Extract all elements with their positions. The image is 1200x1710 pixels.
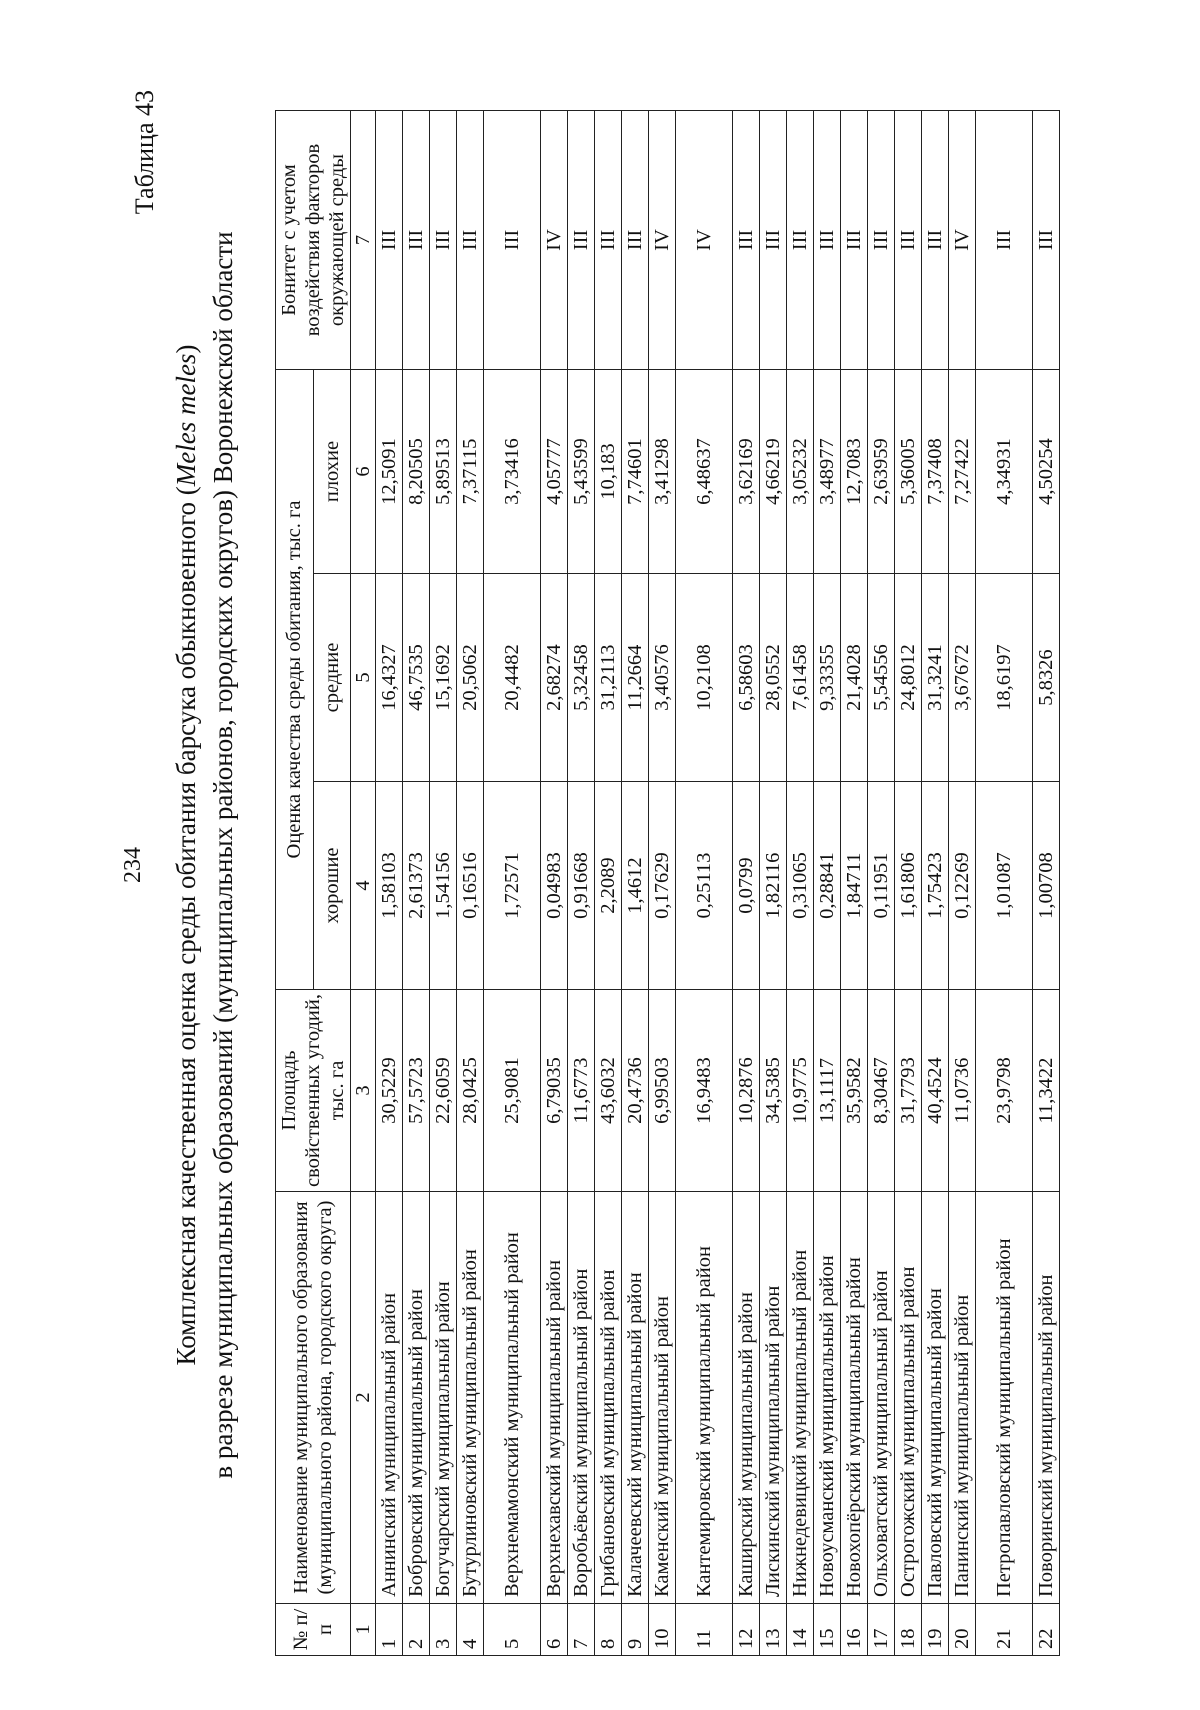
- row-number: 22: [1033, 1604, 1060, 1656]
- average-value: 11,2664: [622, 574, 649, 782]
- row-number: 20: [949, 1604, 976, 1656]
- page-number: 234: [120, 847, 146, 883]
- district-name: Новоусманский муниципальный район: [814, 1192, 841, 1604]
- bonitet-value: III: [787, 111, 814, 370]
- column-numbers-row: [351, 111, 376, 1656]
- area-value: 16,9483: [676, 990, 733, 1192]
- table-row: [1033, 111, 1060, 1656]
- average-value: 5,54556: [868, 574, 895, 782]
- bonitet-value: III: [976, 111, 1033, 370]
- row-number: 4: [457, 1604, 484, 1656]
- good-value: 0,0799: [733, 782, 760, 990]
- table-body: [351, 111, 1060, 1656]
- area-value: 43,6032: [595, 990, 622, 1192]
- header-bad: плохие: [313, 370, 351, 574]
- area-value: 28,0425: [457, 990, 484, 1192]
- good-value: 0,28841: [814, 782, 841, 990]
- bad-value: 3,73416: [484, 370, 541, 574]
- district-name: Нижнедевицкий муниципальный район: [787, 1192, 814, 1604]
- row-number: 18: [895, 1604, 922, 1656]
- row-number: 7: [568, 1604, 595, 1656]
- good-value: 1,61806: [895, 782, 922, 990]
- area-value: 31,7793: [895, 990, 922, 1192]
- average-value: 15,1692: [430, 574, 457, 782]
- district-name: Каменский муниципальный район: [649, 1192, 676, 1604]
- bad-value: 4,50254: [1033, 370, 1060, 574]
- title-line-2: в разрезе муниципальных образований (муниципальных районов, городских округов) Воронежской области: [208, 231, 238, 1479]
- district-name: Воробьёвский муниципальный район: [568, 1192, 595, 1604]
- header-quality-group: Оценка качества среды обитания, тыс. га: [276, 370, 314, 990]
- bad-value: 12,5091: [376, 370, 403, 574]
- bonitet-value: III: [841, 111, 868, 370]
- row-number: 8: [595, 1604, 622, 1656]
- area-value: 34,5385: [760, 990, 787, 1192]
- bad-value: 4,34931: [976, 370, 1033, 574]
- good-value: 1,75423: [922, 782, 949, 990]
- header-bonitet: Бонитет с учетом воздействия факторов окружающей среды: [276, 111, 351, 370]
- average-value: 16,4327: [376, 574, 403, 782]
- table-label: Таблица 43: [130, 90, 159, 215]
- row-number: 5: [484, 1604, 541, 1656]
- average-value: 31,3241: [922, 574, 949, 782]
- good-value: 1,58103: [376, 782, 403, 990]
- district-name: Павловский муниципальный район: [922, 1192, 949, 1604]
- bad-value: 2,63959: [868, 370, 895, 574]
- bad-value: 6,48637: [676, 370, 733, 574]
- bonitet-value: IV: [949, 111, 976, 370]
- good-value: 0,25113: [676, 782, 733, 990]
- row-number: 12: [733, 1604, 760, 1656]
- table-row: [733, 111, 760, 1656]
- district-name: Ольховатский муниципальный район: [868, 1192, 895, 1604]
- bonitet-value: III: [568, 111, 595, 370]
- bonitet-value: III: [403, 111, 430, 370]
- bad-value: 7,37115: [457, 370, 484, 574]
- average-value: 2,68274: [541, 574, 568, 782]
- average-value: 20,4482: [484, 574, 541, 782]
- bad-value: 4,05777: [541, 370, 568, 574]
- average-value: 3,40576: [649, 574, 676, 782]
- district-name: Острогожский муниципальный район: [895, 1192, 922, 1604]
- area-value: 40,4524: [922, 990, 949, 1192]
- area-value: 8,30467: [868, 990, 895, 1192]
- district-name: Новохопёрский муниципальный район: [841, 1192, 868, 1604]
- district-name: Грибановский муниципальный район: [595, 1192, 622, 1604]
- average-value: 7,61458: [787, 574, 814, 782]
- good-value: 1,82116: [760, 782, 787, 990]
- table-row: [922, 111, 949, 1656]
- table-row: [868, 111, 895, 1656]
- area-value: 6,99503: [649, 990, 676, 1192]
- row-number: 11: [676, 1604, 733, 1656]
- area-value: 25,9081: [484, 990, 541, 1192]
- bad-value: 3,41298: [649, 370, 676, 574]
- column-number: 4: [351, 782, 376, 990]
- average-value: 24,8012: [895, 574, 922, 782]
- average-value: 20,5062: [457, 574, 484, 782]
- area-value: 13,1117: [814, 990, 841, 1192]
- bonitet-value: III: [430, 111, 457, 370]
- average-value: 21,4028: [841, 574, 868, 782]
- table-row: [814, 111, 841, 1656]
- table-row: [568, 111, 595, 1656]
- district-name: Калачеевский муниципальный район: [622, 1192, 649, 1604]
- row-number: 10: [649, 1604, 676, 1656]
- bad-value: 10,183: [595, 370, 622, 574]
- area-value: 11,3422: [1033, 990, 1060, 1192]
- good-value: 0,12269: [949, 782, 976, 990]
- good-value: 0,17629: [649, 782, 676, 990]
- average-value: 28,0552: [760, 574, 787, 782]
- area-value: 6,79035: [541, 990, 568, 1192]
- bad-value: 8,20505: [403, 370, 430, 574]
- title-line-1-end: ): [171, 344, 201, 354]
- good-value: 1,00708: [1033, 782, 1060, 990]
- bonitet-value: III: [595, 111, 622, 370]
- row-number: 19: [922, 1604, 949, 1656]
- row-number: 17: [868, 1604, 895, 1656]
- column-number: 3: [351, 990, 376, 1192]
- district-name: Лискинский муниципальный район: [760, 1192, 787, 1604]
- good-value: 1,54156: [430, 782, 457, 990]
- good-value: 0,16516: [457, 782, 484, 990]
- table-row: [841, 111, 868, 1656]
- row-number: 6: [541, 1604, 568, 1656]
- district-name: Аннинский муниципальный район: [376, 1192, 403, 1604]
- area-value: 23,9798: [976, 990, 1033, 1192]
- column-number: 6: [351, 370, 376, 574]
- title-species-latin: Meles meles: [171, 353, 201, 487]
- title-line-1-start: Комплексная качественная оценка среды обитания барсука обыкновенного (: [171, 486, 201, 1366]
- district-name: Богучарский муниципальный район: [430, 1192, 457, 1604]
- bonitet-value: IV: [541, 111, 568, 370]
- table-row: [595, 111, 622, 1656]
- bad-value: 5,36005: [895, 370, 922, 574]
- good-value: 1,4612: [622, 782, 649, 990]
- table-row: [787, 111, 814, 1656]
- good-value: 1,01087: [976, 782, 1033, 990]
- row-number: 21: [976, 1604, 1033, 1656]
- header-good: хорошие: [313, 782, 351, 990]
- district-name: Верхнехавский муниципальный район: [541, 1192, 568, 1604]
- average-value: 3,67672: [949, 574, 976, 782]
- district-name: Каширский муниципальный район: [733, 1192, 760, 1604]
- bonitet-value: III: [622, 111, 649, 370]
- bad-value: 7,74601: [622, 370, 649, 574]
- row-number: 13: [760, 1604, 787, 1656]
- district-name: Поворинский муниципальный район: [1033, 1192, 1060, 1604]
- average-value: 10,2108: [676, 574, 733, 782]
- table-row: [976, 111, 1033, 1656]
- bonitet-value: III: [868, 111, 895, 370]
- bad-value: 3,62169: [733, 370, 760, 574]
- header-average: средние: [313, 574, 351, 782]
- average-value: 9,33355: [814, 574, 841, 782]
- bonitet-value: III: [760, 111, 787, 370]
- bad-value: 12,7083: [841, 370, 868, 574]
- row-number: 16: [841, 1604, 868, 1656]
- bonitet-value: IV: [676, 111, 733, 370]
- district-name: Бутурлиновский муниципальный район: [457, 1192, 484, 1604]
- average-value: 18,6197: [976, 574, 1033, 782]
- bonitet-value: III: [814, 111, 841, 370]
- habitat-table: [275, 110, 1060, 1656]
- good-value: 0,31065: [787, 782, 814, 990]
- area-value: 22,6059: [430, 990, 457, 1192]
- area-value: 10,2876: [733, 990, 760, 1192]
- header-number: № п/п: [276, 1604, 351, 1656]
- table-row: [403, 111, 430, 1656]
- area-value: 30,5229: [376, 990, 403, 1192]
- header-name: Наименование муниципального образования (муниципального района, городского округа): [276, 1192, 351, 1604]
- bonitet-value: III: [895, 111, 922, 370]
- table-row: [895, 111, 922, 1656]
- table-row: [760, 111, 787, 1656]
- bonitet-value: III: [484, 111, 541, 370]
- table-row: [649, 111, 676, 1656]
- bonitet-value: III: [733, 111, 760, 370]
- row-number: 2: [403, 1604, 430, 1656]
- district-name: Бобровский муниципальный район: [403, 1192, 430, 1604]
- column-number: 7: [351, 111, 376, 370]
- average-value: 6,58603: [733, 574, 760, 782]
- area-value: 20,4736: [622, 990, 649, 1192]
- header-area: Площадь свойственных угодий, тыс. га: [276, 990, 351, 1192]
- district-name: Кантемировский муниципальный район: [676, 1192, 733, 1604]
- bonitet-value: III: [457, 111, 484, 370]
- row-number: 15: [814, 1604, 841, 1656]
- row-number: 3: [430, 1604, 457, 1656]
- bad-value: 7,27422: [949, 370, 976, 574]
- bonitet-value: IV: [649, 111, 676, 370]
- rotated-page-content: [30, 90, 1170, 1710]
- bad-value: 5,89513: [430, 370, 457, 574]
- column-number: 1: [351, 1604, 376, 1656]
- table-row: [484, 111, 541, 1656]
- table-row: [430, 111, 457, 1656]
- bad-value: 3,48977: [814, 370, 841, 574]
- table-row: [541, 111, 568, 1656]
- bad-value: 5,43599: [568, 370, 595, 574]
- good-value: 2,2089: [595, 782, 622, 990]
- bad-value: 4,66219: [760, 370, 787, 574]
- area-value: 11,6773: [568, 990, 595, 1192]
- good-value: 0,11951: [868, 782, 895, 990]
- column-number: 5: [351, 574, 376, 782]
- area-value: 11,0736: [949, 990, 976, 1192]
- district-name: Верхнемамонский муниципальный район: [484, 1192, 541, 1604]
- row-number: 1: [376, 1604, 403, 1656]
- table-row: [376, 111, 403, 1656]
- bonitet-value: III: [376, 111, 403, 370]
- table-row: [457, 111, 484, 1656]
- good-value: 2,61373: [403, 782, 430, 990]
- bonitet-value: III: [1033, 111, 1060, 370]
- average-value: 46,7535: [403, 574, 430, 782]
- bad-value: 3,05232: [787, 370, 814, 574]
- table-row: [949, 111, 976, 1656]
- row-number: 14: [787, 1604, 814, 1656]
- good-value: 0,91668: [568, 782, 595, 990]
- bad-value: 7,37408: [922, 370, 949, 574]
- row-number: 9: [622, 1604, 649, 1656]
- district-name: Панинский муниципальный район: [949, 1192, 976, 1604]
- average-value: 31,2113: [595, 574, 622, 782]
- bonitet-value: III: [922, 111, 949, 370]
- district-name: Петропавловский муниципальный район: [976, 1192, 1033, 1604]
- good-value: 0,04983: [541, 782, 568, 990]
- average-value: 5,32458: [568, 574, 595, 782]
- good-value: 1,84711: [841, 782, 868, 990]
- title-line-1: [168, 10, 205, 1700]
- column-number: 2: [351, 1192, 376, 1604]
- area-value: 57,5723: [403, 990, 430, 1192]
- area-value: 35,9582: [841, 990, 868, 1192]
- average-value: 5,8326: [1033, 574, 1060, 782]
- good-value: 1,72571: [484, 782, 541, 990]
- table-row: [622, 111, 649, 1656]
- table-title: [168, 10, 242, 1700]
- table-row: [676, 111, 733, 1656]
- area-value: 10,9775: [787, 990, 814, 1192]
